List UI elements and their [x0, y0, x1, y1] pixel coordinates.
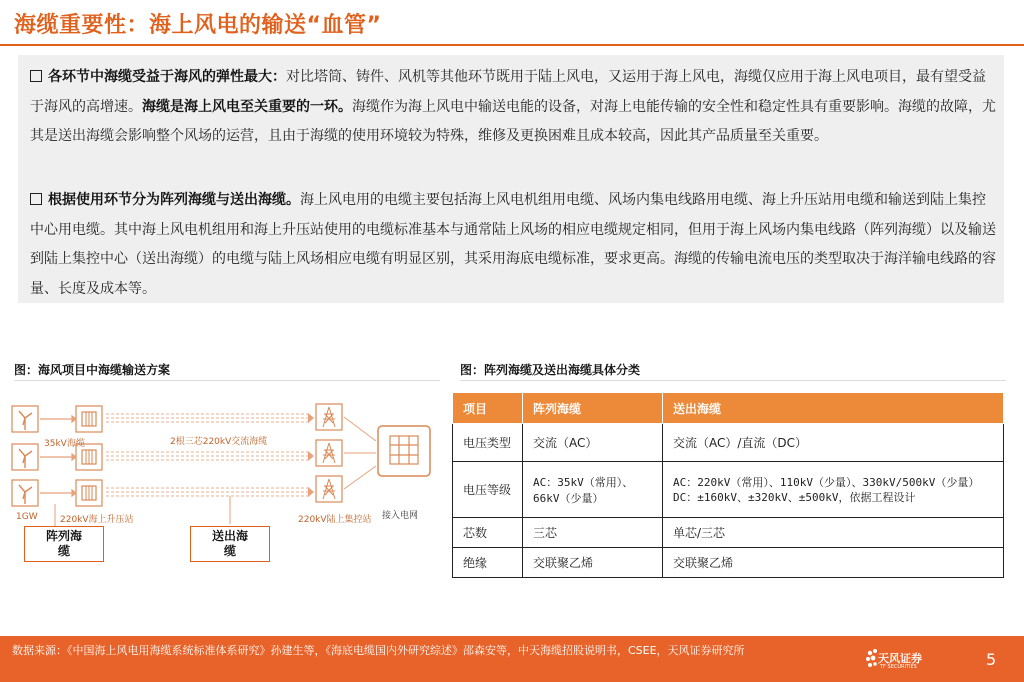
table-cell: 芯数: [453, 518, 523, 548]
logo-text: 天风证券: [878, 652, 922, 665]
table-cell: AC：220kV（常用）、110kV（少量）、330kV/500kV（少量） DC：±160kV、±320kV、±500kV，依据工程设计: [663, 462, 1004, 518]
data-source: 数据来源：《中国海上风电用海缆系统标准体系研究》孙建生等，《海底电缆国内外研究综述》邵森安等，中天海缆招股说明书，CSEE，天风证券研究所: [12, 644, 745, 657]
p2-heading: 根据使用环节分为阵列海缆与送出海缆。: [48, 192, 300, 208]
export-cable-label: 2根三芯220kV交流海缆: [170, 437, 268, 447]
paragraph-2: [30, 186, 998, 304]
table-cell: 交流（AC）: [523, 424, 663, 462]
p1-heading-2: 海缆是海上风电至关重要的一环。: [142, 98, 352, 115]
transmission-tower-icon: [316, 476, 342, 502]
checkbox-bullet-icon: [30, 193, 42, 205]
page-number: 5: [986, 650, 997, 669]
offshore-substation-icon: [76, 406, 102, 432]
table-header-row: [453, 393, 1004, 424]
offshore-station-label: 220kV海上升压站: [60, 515, 134, 525]
caption-divider: [460, 380, 1006, 381]
wind-turbine-icon: [12, 480, 38, 506]
checkbox-bullet-icon: [30, 70, 42, 82]
p1-text-2: 海缆作为海上风电中输送电能的设备，对海上电能传输的安全性和稳定性具有重要影响。海缆的故障，尤其是送出海缆会影响整个风场的运营，且由于海缆的使用环境较为特殊，维修及更换困难且成本较高，因此其产品质量至关重要。: [30, 98, 996, 144]
table-cell: 三芯: [523, 518, 663, 548]
table-cell: 绝缘: [453, 548, 523, 578]
export-cable-callout: 送出海 缆: [190, 526, 270, 562]
table-cell: 交流（AC）/直流（DC）: [663, 424, 1004, 462]
p2-text: 海上风电用的电缆主要包括海上风电机组用电缆、风场内集电线路用电缆、海上升压站用电缆和输送到陆上集控中心用电缆。其中海上风电机组用和海上升压站使用的电缆标准基本与通常陆上风场的相应电缆规定相同，但用于海上风场内集电线路（阵列海缆）以及输送到陆上集控中心（送出海缆）的电缆与陆上风场相应电缆有明显区别，其采用海底电缆标准，要求更高。海缆的传输电流电压的类型取决于海洋输电线路的容量、长度及成本等。: [30, 192, 996, 297]
table-header-array: 阵列海缆: [523, 393, 663, 424]
table-cell: 电压等级: [453, 462, 523, 518]
table-cell: 电压类型: [453, 424, 523, 462]
array-cable-callout: 阵列海 缆: [24, 526, 104, 562]
paragraph-1: [30, 63, 998, 152]
transmission-tower-icon: [316, 440, 342, 466]
table-cell: 交联聚乙烯: [523, 548, 663, 578]
table-row: [453, 424, 1004, 462]
transmission-tower-icon: [316, 404, 342, 430]
figure-left-caption: 图：海风项目中海缆输送方案: [14, 363, 171, 377]
cable-classification-table: [452, 392, 1004, 578]
wind-turbine-icon: [12, 406, 38, 432]
table-cell: 单芯/三芯: [663, 518, 1004, 548]
figure-right-caption: 图：阵列海缆及送出海缆具体分类: [460, 363, 641, 377]
table-row: [453, 462, 1004, 518]
offshore-substation-icon: [76, 480, 102, 506]
table-header-export: 送出海缆: [663, 393, 1004, 424]
capacity-label: 1GW: [16, 512, 38, 522]
caption-divider: [14, 380, 440, 381]
page-title: 海缆重要性：海上风电的输送“血管”: [14, 13, 382, 38]
grid-label: 接入电网: [382, 511, 419, 521]
table-cell: 交联聚乙烯: [663, 548, 1004, 578]
p1-heading: 各环节中海缆受益于海风的弹性最大：: [48, 69, 286, 85]
logo-subtext: TF SECURITIES: [880, 664, 917, 670]
wind-turbine-icon: [12, 444, 38, 470]
table-row: [453, 518, 1004, 548]
table-row: [453, 548, 1004, 578]
cable-scheme-diagram: [10, 396, 440, 576]
title-divider: [0, 44, 1024, 46]
onshore-station-label: 220kV陆上集控站: [298, 515, 372, 525]
table-header-item: 项目: [453, 393, 523, 424]
table-cell: AC：35kV（常用）、66kV（少量）: [523, 462, 663, 518]
array-cable-label: 35kV海缆: [44, 439, 85, 449]
p1-text-1: 对比塔筒、铸件、风机等其他环节既用于陆上风电，又运用于海上风电，海缆仅应用于海上风电项目，最有望受益于海风的高增速。: [30, 69, 986, 115]
